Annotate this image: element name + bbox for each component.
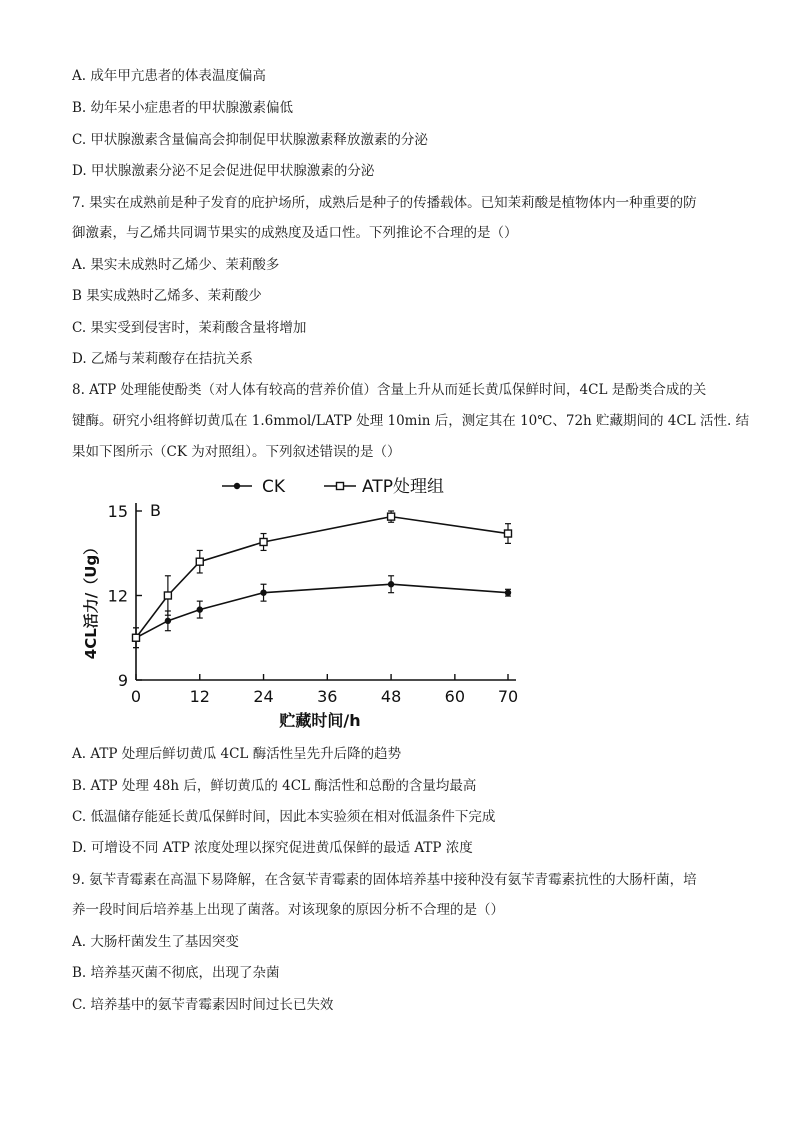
series-line-ck <box>136 584 508 638</box>
q7-option-c: C. 果实受到侵害时，茉莉酸含量将增加 <box>72 320 307 336</box>
q7-stem-line1: 7. 果实在成熟前是种子发育的庇护场所，成熟后是种子的传播载体。已知茉莉酸是植物体内一种重要的防 <box>72 195 697 211</box>
x-axis-label: 贮藏时间/h <box>279 711 361 730</box>
data-point-atp <box>133 634 140 641</box>
data-point-ck <box>388 581 394 587</box>
x-tick-label: 12 <box>189 687 210 706</box>
q9-stem-line2: 养一段时间后培养基上出现了菌落。对该现象的原因分析不合理的是（） <box>72 902 504 918</box>
x-tick-label: 0 <box>130 687 142 706</box>
q8-option-b: B. ATP 处理 48h 后，鲜切黄瓜的 4CL 酶活性和总酚的含量均最高 <box>72 778 477 794</box>
q8-option-d: D. 可增设不同 ATP 浓度处理以探究促进黄瓜保鲜的最适 ATP 浓度 <box>72 840 473 856</box>
q7-option-b: B 果实成熟时乙烯多、茉莉酸少 <box>72 288 262 304</box>
y-tick-label: 9 <box>117 671 128 690</box>
q8-option-a: A. ATP 处理后鲜切黄瓜 4CL 酶活性呈先升后降的趋势 <box>72 746 402 762</box>
q9-option-c: C. 培养基中的氨苄青霉素因时间过长已失效 <box>72 997 334 1013</box>
q6-option-a: A. 成年甲亢患者的体表温度偏高 <box>72 68 266 84</box>
data-point-ck <box>505 589 511 595</box>
q6-option-c: C. 甲状腺激素含量偏高会抑制促甲状腺激素释放激素的分泌 <box>72 132 428 148</box>
q7-option-a: A. 果实未成熟时乙烯少、茉莉酸多 <box>72 257 280 273</box>
panel-label: B <box>150 501 161 520</box>
q8-stem-line3: 果如下图所示（CK 为对照组）。下列叙述错误的是（） <box>72 444 401 460</box>
q7-stem-line2: 御激素，与乙烯共同调节果实的成熟度及适口性。下列推论不合理的是（） <box>72 225 518 241</box>
x-tick-label: 60 <box>444 687 466 706</box>
data-point-atp <box>505 530 512 537</box>
data-point-ck <box>197 606 203 612</box>
x-tick-label: 70 <box>497 687 519 706</box>
series-line-atp <box>136 517 508 638</box>
q8-option-c: C. 低温储存能延长黄瓜保鲜时间，因此本实验须在相对低温条件下完成 <box>72 809 496 825</box>
x-tick-label: 48 <box>380 687 402 706</box>
q9-option-b: B. 培养基灭菌不彻底，出现了杂菌 <box>72 965 280 981</box>
y-tick-label: 12 <box>107 586 128 606</box>
q9-option-a: A. 大肠杆菌发生了基因突变 <box>72 934 239 950</box>
y-axis-label: 4CL活力/（Ug） <box>82 539 100 660</box>
data-point-atp <box>164 592 171 599</box>
data-point-ck <box>165 618 171 624</box>
q7-option-d: D. 乙烯与茉莉酸存在拮抗关系 <box>72 351 253 367</box>
q9-stem-line1: 9. 氨苄青霉素在高温下易降解，在含氨苄青霉素的固体培养基中接种没有氨苄青霉素抗性的大肠杆菌，培 <box>72 872 697 888</box>
q8-stem-line1: 8. ATP 处理能使酚类（对人体有较高的营养价值）含量上升从而延长黄瓜保鲜时间，4CL 是酚类合成的关 <box>72 382 707 398</box>
legend-marker-ck <box>234 483 240 489</box>
legend-label-atp: ATP处理组 <box>362 477 444 497</box>
data-point-ck <box>260 589 266 595</box>
q6-option-d: D. 甲状腺激素分泌不足会促进促甲状腺激素的分泌 <box>72 163 375 179</box>
legend-label-ck: CK <box>262 477 286 497</box>
q8-stem-line2: 键酶。研究小组将鲜切黄瓜在 1.6mmol/LATP 处理 10min 后，测定其在 10℃、72h 贮藏期间的 4CL 活性. 结 <box>72 413 750 429</box>
q6-option-b: B. 幼年呆小症患者的甲状腺激素偏低 <box>72 100 294 116</box>
data-point-atp <box>388 513 395 520</box>
legend-marker-atp <box>337 483 344 490</box>
x-tick-label: 24 <box>253 687 274 706</box>
data-point-atp <box>196 558 203 565</box>
y-tick-label: 15 <box>107 502 128 521</box>
data-point-atp <box>260 538 267 545</box>
x-tick-label: 36 <box>317 687 338 706</box>
